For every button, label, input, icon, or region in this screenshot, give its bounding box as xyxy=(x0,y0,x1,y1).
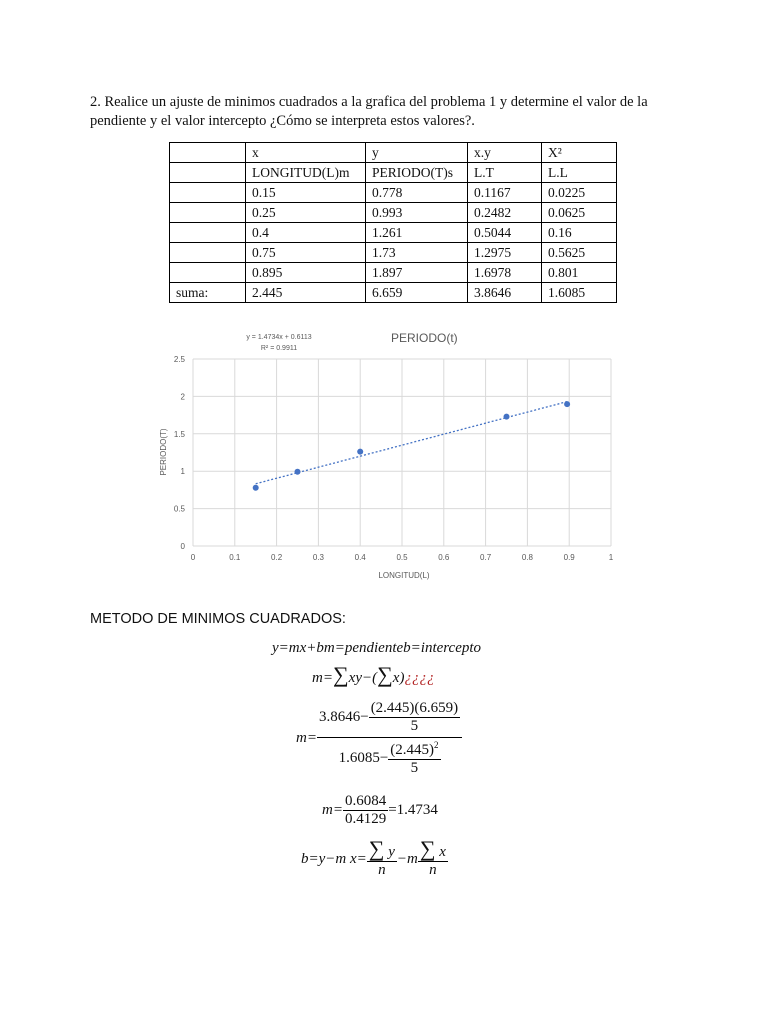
eq4-result: =1.4734 xyxy=(388,802,438,818)
table-cell: 0.25 xyxy=(246,203,366,223)
table-row xyxy=(170,283,617,303)
table-cell: 1.6978 xyxy=(468,263,542,283)
x-tick-label: 0.9 xyxy=(563,553,575,562)
table-cell: 0.993 xyxy=(366,203,468,223)
sum-symbol: ∑ xyxy=(332,662,349,687)
table-cell: 0.801 xyxy=(542,263,617,283)
question-text: 2. Realice un ajuste de minimos cuadrados a la grafica del problema 1 y determine el valor de la pendiente y el valor intercepto ¿Cómo se interpreta estos valores?. xyxy=(90,94,648,129)
eq3-prefix: m= xyxy=(296,730,317,746)
table-cell: 0.0225 xyxy=(542,183,617,203)
table-cell: PERIODO(T)s xyxy=(366,163,468,183)
eq3-den-frac-den: 5 xyxy=(410,760,419,776)
eq3-num-a: 3.8646− xyxy=(318,709,369,725)
table-cell: 0.4 xyxy=(246,223,366,243)
equation-slope-substitution xyxy=(296,700,462,777)
table-header-row xyxy=(170,163,617,183)
chart-background xyxy=(144,319,624,593)
table-cell: x.y xyxy=(468,143,542,163)
table-cell: L.T xyxy=(468,163,542,183)
table-cell: 0.75 xyxy=(246,243,366,263)
table-cell: L.L xyxy=(542,163,617,183)
table-row xyxy=(170,203,617,223)
y-tick-label: 0.5 xyxy=(173,504,185,514)
sum-symbol: ∑ xyxy=(419,836,436,861)
table-cell xyxy=(170,243,246,263)
table-cell: y xyxy=(366,143,468,163)
equation-slope-formula xyxy=(312,662,435,687)
table-cell xyxy=(170,143,246,163)
sum-symbol: ∑ xyxy=(377,662,393,687)
eq3-num-frac-den: 5 xyxy=(410,718,419,734)
table-row xyxy=(170,243,617,263)
x-tick-label: 0.2 xyxy=(271,553,283,562)
trendline-r2: R² = 0.9911 xyxy=(260,345,298,352)
table-cell: 0.5625 xyxy=(542,243,617,263)
data-point xyxy=(253,485,259,491)
table-cell: 0.1167 xyxy=(468,183,542,203)
x-axis-label: LONGITUD(L) xyxy=(378,571,430,580)
table-row xyxy=(170,183,617,203)
table-cell: 1.73 xyxy=(366,243,468,263)
x-tick-label: 0.3 xyxy=(312,553,324,562)
table-cell: 0.15 xyxy=(246,183,366,203)
table-row xyxy=(170,263,617,283)
table-cell: 6.659 xyxy=(366,283,468,303)
y-tick-label: 0 xyxy=(180,542,185,551)
table-header-row xyxy=(170,143,617,163)
eq5-y: y xyxy=(388,844,395,860)
y-tick-label: 2.5 xyxy=(173,355,185,364)
table-cell: 1.6085 xyxy=(542,283,617,303)
x-tick-label: 0.4 xyxy=(354,553,366,562)
y-tick-label: 1 xyxy=(180,467,185,477)
x-tick-label: 1 xyxy=(608,553,614,562)
table-cell: 1.2975 xyxy=(468,243,542,263)
equation-linear-model: y=mx+bm=pendienteb=intercepto xyxy=(272,640,482,656)
table-cell: LONGITUD(L)m xyxy=(246,163,366,183)
data-point xyxy=(564,401,570,407)
y-axis-label: PERIODO(T) xyxy=(159,428,168,476)
eq5-n: n xyxy=(378,862,386,878)
data-point xyxy=(504,414,510,420)
eq5-minus: −m xyxy=(396,851,418,867)
table-cell: x xyxy=(246,143,366,163)
trendline-equation: y = 1.4734x + 0.6113 xyxy=(246,334,312,341)
table-cell xyxy=(170,183,246,203)
x-tick-label: 0.5 xyxy=(396,553,408,562)
table-cell: 0.5044 xyxy=(468,223,542,243)
eq2-body2: x) xyxy=(392,670,405,686)
chart-title: PERIODO(t) xyxy=(391,331,458,345)
y-tick-label: 2 xyxy=(180,392,185,402)
data-point xyxy=(295,469,301,475)
table-cell xyxy=(170,263,246,283)
table-cell: suma: xyxy=(170,283,246,303)
x-tick-label: 0.6 xyxy=(438,553,450,562)
table-row xyxy=(170,223,617,243)
table-cell: 1.261 xyxy=(366,223,468,243)
x-tick-label: 0.8 xyxy=(521,553,533,562)
table-cell: 0.0625 xyxy=(542,203,617,223)
eq2-body: xy−( xyxy=(348,670,378,686)
x-tick-label: 0 xyxy=(190,553,196,562)
equation-slope-result xyxy=(322,793,438,828)
data-point xyxy=(357,449,363,455)
table-cell: 2.445 xyxy=(246,283,366,303)
table-cell: 0.2482 xyxy=(468,203,542,223)
table-cell: 0.778 xyxy=(366,183,468,203)
eq5-x: x xyxy=(439,844,446,860)
y-tick-label: 1.5 xyxy=(173,429,185,439)
eq2-prefix: m= xyxy=(312,670,333,686)
eq3-den-a: 1.6085− xyxy=(338,750,389,766)
eq5-n2: n xyxy=(429,862,437,878)
eq2-red-marks: ¿¿¿¿ xyxy=(404,670,435,686)
eq3-den-frac-num: (2.445) xyxy=(390,742,435,758)
table-cell xyxy=(170,223,246,243)
table-cell: X² xyxy=(542,143,617,163)
equation-intercept xyxy=(301,836,448,879)
table-cell xyxy=(170,203,246,223)
table-cell xyxy=(170,163,246,183)
eq3-num-frac-num: (2.445)(6.659) xyxy=(370,700,459,716)
table-cell: 0.16 xyxy=(542,223,617,243)
data-table xyxy=(169,142,617,303)
table-cell: 0.895 xyxy=(246,263,366,283)
method-heading: METODO DE MINIMOS CUADRADOS: xyxy=(90,611,346,627)
eq4-den: 0.4129 xyxy=(344,811,387,827)
eq5-lhs: b=y−m x= xyxy=(301,851,367,867)
table-cell: 1.897 xyxy=(366,263,468,283)
eq3-den-frac-sup: 2 xyxy=(434,740,439,750)
eq4-num: 0.6084 xyxy=(344,793,387,809)
x-tick-label: 0.7 xyxy=(480,553,492,562)
eq4-prefix: m= xyxy=(322,802,343,818)
table-cell: 3.8646 xyxy=(468,283,542,303)
x-tick-label: 0.1 xyxy=(229,553,241,562)
sum-symbol: ∑ xyxy=(368,836,385,861)
periodo-chart xyxy=(144,319,624,593)
